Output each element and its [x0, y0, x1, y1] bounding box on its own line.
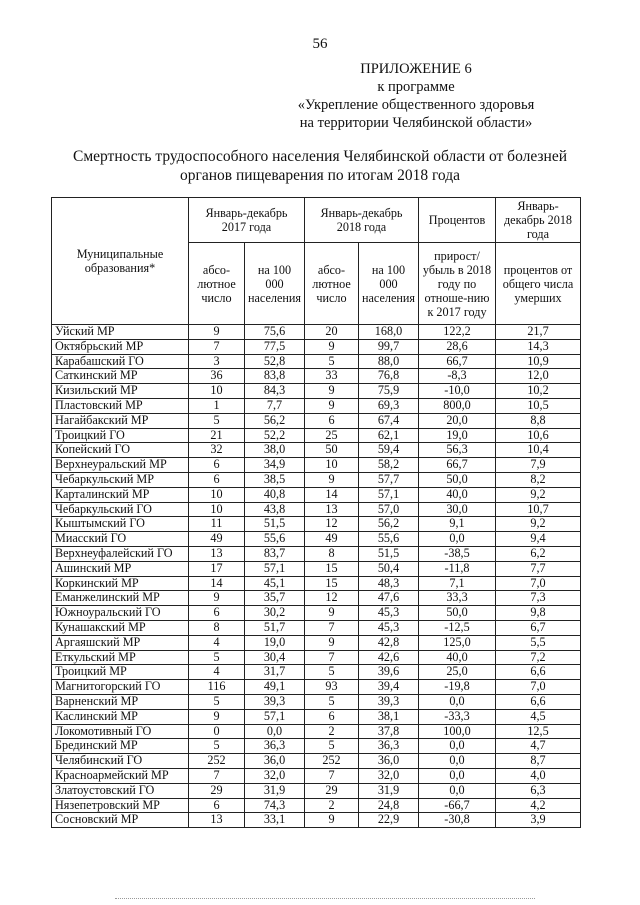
table-row — [52, 783, 581, 798]
cell-abs-2017: 32 — [189, 443, 245, 458]
table-row — [52, 502, 581, 517]
cell-per100k-2017: 74,3 — [245, 798, 305, 813]
cell-per100k-2018: 50,4 — [359, 561, 419, 576]
cell-growth: 0,0 — [419, 754, 496, 769]
cell-municipality: Нагайбакский МР — [52, 413, 189, 428]
cell-per100k-2017: 52,2 — [245, 428, 305, 443]
cell-per100k-2018: 45,3 — [359, 606, 419, 621]
cell-abs-2017: 4 — [189, 665, 245, 680]
cell-abs-2017: 5 — [189, 413, 245, 428]
table-row — [52, 325, 581, 340]
cell-share: 9,4 — [496, 532, 581, 547]
cell-abs-2018: 7 — [305, 768, 359, 783]
cell-municipality: Магнитогорский ГО — [52, 680, 189, 695]
cell-abs-2018: 25 — [305, 428, 359, 443]
cell-abs-2018: 6 — [305, 709, 359, 724]
cell-abs-2018: 49 — [305, 532, 359, 547]
cell-per100k-2017: 84,3 — [245, 384, 305, 399]
cell-share: 4,0 — [496, 768, 581, 783]
cell-share: 10,5 — [496, 398, 581, 413]
header-growth: прирост/ убыль в 2018 году по отноше-нию к 2017 году — [419, 243, 496, 325]
cell-abs-2018: 2 — [305, 724, 359, 739]
cell-abs-2017: 49 — [189, 532, 245, 547]
cell-abs-2017: 13 — [189, 813, 245, 828]
cell-growth: 19,0 — [419, 428, 496, 443]
cell-abs-2018: 9 — [305, 606, 359, 621]
cell-share: 9,8 — [496, 606, 581, 621]
cell-share: 12,5 — [496, 724, 581, 739]
cell-share: 8,8 — [496, 413, 581, 428]
table-body — [52, 325, 581, 828]
table-row — [52, 724, 581, 739]
cell-per100k-2018: 62,1 — [359, 428, 419, 443]
cell-growth: 40,0 — [419, 650, 496, 665]
cell-per100k-2018: 31,9 — [359, 783, 419, 798]
cell-abs-2018: 8 — [305, 546, 359, 561]
table-row — [52, 665, 581, 680]
cell-share: 10,4 — [496, 443, 581, 458]
cell-per100k-2018: 58,2 — [359, 458, 419, 473]
cell-per100k-2017: 0,0 — [245, 724, 305, 739]
cell-abs-2018: 13 — [305, 502, 359, 517]
cell-municipality: Нязепетровский МР — [52, 798, 189, 813]
table-row — [52, 339, 581, 354]
cell-abs-2018: 9 — [305, 339, 359, 354]
cell-share: 5,5 — [496, 635, 581, 650]
cell-per100k-2018: 59,4 — [359, 443, 419, 458]
cell-per100k-2017: 51,7 — [245, 620, 305, 635]
cell-municipality: Кыштымский ГО — [52, 517, 189, 532]
cell-per100k-2018: 42,8 — [359, 635, 419, 650]
cell-share: 7,0 — [496, 680, 581, 695]
cell-abs-2018: 9 — [305, 813, 359, 828]
cell-abs-2018: 7 — [305, 650, 359, 665]
cell-per100k-2017: 75,6 — [245, 325, 305, 340]
cell-per100k-2018: 24,8 — [359, 798, 419, 813]
cell-per100k-2018: 56,2 — [359, 517, 419, 532]
cell-per100k-2018: 45,3 — [359, 620, 419, 635]
table-row — [52, 428, 581, 443]
cell-per100k-2017: 7,7 — [245, 398, 305, 413]
cell-per100k-2017: 57,1 — [245, 561, 305, 576]
cell-abs-2018: 9 — [305, 472, 359, 487]
table-row — [52, 620, 581, 635]
cell-growth: 50,0 — [419, 472, 496, 487]
cell-municipality: Октябрьский МР — [52, 339, 189, 354]
cell-per100k-2018: 57,0 — [359, 502, 419, 517]
cell-abs-2017: 6 — [189, 798, 245, 813]
cell-abs-2018: 12 — [305, 591, 359, 606]
cell-per100k-2017: 34,9 — [245, 458, 305, 473]
cell-per100k-2017: 56,2 — [245, 413, 305, 428]
cell-municipality: Уйский МР — [52, 325, 189, 340]
cell-abs-2017: 6 — [189, 606, 245, 621]
cell-municipality: Пластовский МР — [52, 398, 189, 413]
cell-abs-2017: 5 — [189, 650, 245, 665]
cell-share: 12,0 — [496, 369, 581, 384]
cell-abs-2017: 3 — [189, 354, 245, 369]
cell-growth: 0,0 — [419, 532, 496, 547]
table-row — [52, 709, 581, 724]
table-row — [52, 517, 581, 532]
table-row — [52, 798, 581, 813]
table-row — [52, 561, 581, 576]
cell-municipality: Копейский ГО — [52, 443, 189, 458]
cell-growth: -12,5 — [419, 620, 496, 635]
cell-municipality: Кизильский МР — [52, 384, 189, 399]
cell-share: 9,2 — [496, 517, 581, 532]
cell-abs-2018: 5 — [305, 665, 359, 680]
table-row — [52, 694, 581, 709]
cell-abs-2017: 7 — [189, 768, 245, 783]
cell-growth: 0,0 — [419, 783, 496, 798]
cell-per100k-2017: 30,2 — [245, 606, 305, 621]
cell-per100k-2017: 83,8 — [245, 369, 305, 384]
cell-share: 6,6 — [496, 694, 581, 709]
table-row — [52, 768, 581, 783]
cell-abs-2018: 12 — [305, 517, 359, 532]
cell-abs-2017: 9 — [189, 591, 245, 606]
cell-share: 8,7 — [496, 754, 581, 769]
cell-growth: -11,8 — [419, 561, 496, 576]
cell-abs-2018: 6 — [305, 413, 359, 428]
cell-growth: 0,0 — [419, 694, 496, 709]
cell-growth: 33,3 — [419, 591, 496, 606]
cell-per100k-2017: 45,1 — [245, 576, 305, 591]
cell-per100k-2017: 52,8 — [245, 354, 305, 369]
cell-per100k-2018: 76,8 — [359, 369, 419, 384]
cell-share: 10,9 — [496, 354, 581, 369]
cell-per100k-2018: 57,7 — [359, 472, 419, 487]
cell-municipality: Аргаяшский МР — [52, 635, 189, 650]
cell-share: 10,6 — [496, 428, 581, 443]
cell-share: 7,2 — [496, 650, 581, 665]
cell-per100k-2017: 36,0 — [245, 754, 305, 769]
cell-share: 7,3 — [496, 591, 581, 606]
cell-per100k-2018: 99,7 — [359, 339, 419, 354]
document-title-line-1: Смертность трудоспособного населения Челябинской области от болезней — [72, 148, 568, 165]
cell-growth: 125,0 — [419, 635, 496, 650]
cell-abs-2017: 17 — [189, 561, 245, 576]
cell-growth: -10,0 — [419, 384, 496, 399]
scan-edge-line — [115, 898, 535, 900]
cell-per100k-2018: 55,6 — [359, 532, 419, 547]
cell-municipality: Златоустовский ГО — [52, 783, 189, 798]
table-row — [52, 591, 581, 606]
cell-share: 8,2 — [496, 472, 581, 487]
cell-municipality: Южноуральский ГО — [52, 606, 189, 621]
cell-growth: 9,1 — [419, 517, 496, 532]
appendix-line-4: на территории Челябинской области» — [299, 115, 533, 131]
document-title — [40, 147, 600, 185]
cell-municipality: Сосновский МР — [52, 813, 189, 828]
cell-municipality: Брединский МР — [52, 739, 189, 754]
cell-share: 7,0 — [496, 576, 581, 591]
cell-growth: 30,0 — [419, 502, 496, 517]
cell-abs-2018: 10 — [305, 458, 359, 473]
cell-abs-2018: 93 — [305, 680, 359, 695]
cell-growth: -38,5 — [419, 546, 496, 561]
cell-municipality: Каслинский МР — [52, 709, 189, 724]
cell-municipality: Еткульский МР — [52, 650, 189, 665]
cell-growth: -30,8 — [419, 813, 496, 828]
table-row — [52, 680, 581, 695]
cell-abs-2017: 116 — [189, 680, 245, 695]
cell-per100k-2018: 38,1 — [359, 709, 419, 724]
cell-per100k-2017: 19,0 — [245, 635, 305, 650]
cell-municipality: Красноармейский МР — [52, 768, 189, 783]
cell-abs-2018: 20 — [305, 325, 359, 340]
cell-abs-2018: 9 — [305, 384, 359, 399]
cell-per100k-2018: 51,5 — [359, 546, 419, 561]
cell-municipality: Карабашский ГО — [52, 354, 189, 369]
document-title-line-2: органов пищеварения по итогам 2018 года — [180, 167, 460, 184]
cell-share: 10,2 — [496, 384, 581, 399]
cell-abs-2018: 7 — [305, 620, 359, 635]
cell-abs-2018: 9 — [305, 398, 359, 413]
cell-abs-2017: 21 — [189, 428, 245, 443]
cell-share: 10,7 — [496, 502, 581, 517]
cell-share: 21,7 — [496, 325, 581, 340]
table-row — [52, 739, 581, 754]
table-row — [52, 635, 581, 650]
cell-per100k-2017: 30,4 — [245, 650, 305, 665]
cell-abs-2017: 10 — [189, 502, 245, 517]
cell-growth: 122,2 — [419, 325, 496, 340]
cell-municipality: Кунашакский МР — [52, 620, 189, 635]
cell-municipality: Миасский ГО — [52, 532, 189, 547]
appendix-line-2: к программе — [377, 79, 455, 95]
header-per100k-2018: на 100 000 населения — [359, 243, 419, 325]
table-row — [52, 532, 581, 547]
cell-municipality: Коркинский МР — [52, 576, 189, 591]
cell-abs-2018: 5 — [305, 354, 359, 369]
table-row — [52, 472, 581, 487]
cell-share: 6,3 — [496, 783, 581, 798]
cell-per100k-2018: 39,4 — [359, 680, 419, 695]
cell-share: 6,7 — [496, 620, 581, 635]
mortality-table — [51, 197, 581, 828]
cell-municipality: Карталинский МР — [52, 487, 189, 502]
cell-per100k-2017: 32,0 — [245, 768, 305, 783]
cell-abs-2018: 5 — [305, 739, 359, 754]
cell-growth: 66,7 — [419, 354, 496, 369]
cell-abs-2017: 13 — [189, 546, 245, 561]
header-abs-2017: абсо-лютное число — [189, 243, 245, 325]
cell-abs-2018: 50 — [305, 443, 359, 458]
cell-growth: -19,8 — [419, 680, 496, 695]
cell-share: 3,9 — [496, 813, 581, 828]
cell-abs-2017: 0 — [189, 724, 245, 739]
cell-per100k-2018: 39,3 — [359, 694, 419, 709]
cell-growth: -8,3 — [419, 369, 496, 384]
cell-per100k-2017: 31,7 — [245, 665, 305, 680]
cell-per100k-2017: 49,1 — [245, 680, 305, 695]
cell-abs-2018: 33 — [305, 369, 359, 384]
cell-abs-2018: 15 — [305, 561, 359, 576]
cell-growth: 50,0 — [419, 606, 496, 621]
cell-municipality: Чебаркульский МР — [52, 472, 189, 487]
cell-per100k-2018: 37,8 — [359, 724, 419, 739]
cell-municipality: Ашинский МР — [52, 561, 189, 576]
cell-per100k-2018: 39,6 — [359, 665, 419, 680]
cell-abs-2017: 6 — [189, 472, 245, 487]
table-row — [52, 813, 581, 828]
cell-growth: 800,0 — [419, 398, 496, 413]
cell-growth: 40,0 — [419, 487, 496, 502]
cell-per100k-2017: 36,3 — [245, 739, 305, 754]
cell-per100k-2017: 57,1 — [245, 709, 305, 724]
cell-per100k-2018: 36,0 — [359, 754, 419, 769]
table-row — [52, 413, 581, 428]
cell-per100k-2018: 69,3 — [359, 398, 419, 413]
cell-per100k-2017: 39,3 — [245, 694, 305, 709]
cell-abs-2017: 8 — [189, 620, 245, 635]
cell-per100k-2018: 48,3 — [359, 576, 419, 591]
cell-per100k-2018: 36,3 — [359, 739, 419, 754]
cell-abs-2017: 9 — [189, 709, 245, 724]
cell-abs-2017: 36 — [189, 369, 245, 384]
cell-per100k-2018: 88,0 — [359, 354, 419, 369]
cell-abs-2018: 2 — [305, 798, 359, 813]
table-row — [52, 487, 581, 502]
cell-growth: 20,0 — [419, 413, 496, 428]
header-jan-dec-2018: Январь-декабрь 2018 года — [496, 198, 581, 243]
cell-municipality: Чебаркульский ГО — [52, 502, 189, 517]
cell-growth: 25,0 — [419, 665, 496, 680]
cell-per100k-2018: 22,9 — [359, 813, 419, 828]
header-share: процентов от общего числа умерших — [496, 243, 581, 325]
cell-growth: 0,0 — [419, 739, 496, 754]
header-period-2017: Январь-декабрь 2017 года — [189, 198, 305, 243]
table-row — [52, 384, 581, 399]
cell-municipality: Верхнеуфалейский ГО — [52, 546, 189, 561]
cell-growth: 56,3 — [419, 443, 496, 458]
cell-municipality: Варненский МР — [52, 694, 189, 709]
table-row — [52, 398, 581, 413]
appendix-line-3: «Укрепление общественного здоровья — [297, 97, 535, 113]
cell-abs-2017: 252 — [189, 754, 245, 769]
cell-abs-2018: 14 — [305, 487, 359, 502]
cell-share: 7,7 — [496, 561, 581, 576]
table-row — [52, 606, 581, 621]
page-number: 56 — [312, 36, 328, 52]
cell-abs-2017: 14 — [189, 576, 245, 591]
table-row — [52, 650, 581, 665]
cell-per100k-2017: 51,5 — [245, 517, 305, 532]
header-per100k-2017: на 100 000 населения — [245, 243, 305, 325]
cell-municipality: Троицкий МР — [52, 665, 189, 680]
cell-share: 6,2 — [496, 546, 581, 561]
cell-abs-2018: 5 — [305, 694, 359, 709]
cell-share: 4,5 — [496, 709, 581, 724]
cell-abs-2018: 29 — [305, 783, 359, 798]
appendix-header — [266, 60, 566, 132]
cell-per100k-2017: 38,5 — [245, 472, 305, 487]
cell-per100k-2017: 77,5 — [245, 339, 305, 354]
header-period-2018: Январь-декабрь 2018 года — [305, 198, 419, 243]
cell-share: 9,2 — [496, 487, 581, 502]
table-row — [52, 369, 581, 384]
cell-growth: 7,1 — [419, 576, 496, 591]
cell-per100k-2018: 75,9 — [359, 384, 419, 399]
table-row — [52, 576, 581, 591]
cell-growth: -66,7 — [419, 798, 496, 813]
cell-per100k-2017: 38,0 — [245, 443, 305, 458]
cell-abs-2017: 9 — [189, 325, 245, 340]
cell-abs-2017: 1 — [189, 398, 245, 413]
cell-municipality: Челябинский ГО — [52, 754, 189, 769]
cell-growth: -33,3 — [419, 709, 496, 724]
cell-share: 7,9 — [496, 458, 581, 473]
cell-per100k-2017: 33,1 — [245, 813, 305, 828]
cell-municipality: Троицкий ГО — [52, 428, 189, 443]
cell-abs-2017: 4 — [189, 635, 245, 650]
appendix-title: ПРИЛОЖЕНИЕ 6 — [360, 61, 472, 77]
cell-per100k-2017: 31,9 — [245, 783, 305, 798]
cell-per100k-2018: 47,6 — [359, 591, 419, 606]
header-percent: Процентов — [419, 198, 496, 243]
table-row — [52, 546, 581, 561]
cell-per100k-2017: 83,7 — [245, 546, 305, 561]
cell-growth: 0,0 — [419, 768, 496, 783]
cell-share: 6,6 — [496, 665, 581, 680]
cell-abs-2018: 15 — [305, 576, 359, 591]
table-row — [52, 458, 581, 473]
cell-per100k-2017: 40,8 — [245, 487, 305, 502]
cell-abs-2017: 5 — [189, 739, 245, 754]
cell-municipality: Еманжелинский МР — [52, 591, 189, 606]
cell-abs-2017: 11 — [189, 517, 245, 532]
cell-per100k-2018: 168,0 — [359, 325, 419, 340]
cell-per100k-2018: 57,1 — [359, 487, 419, 502]
cell-growth: 66,7 — [419, 458, 496, 473]
table-row — [52, 754, 581, 769]
cell-abs-2017: 29 — [189, 783, 245, 798]
cell-per100k-2018: 32,0 — [359, 768, 419, 783]
cell-growth: 28,6 — [419, 339, 496, 354]
cell-per100k-2017: 43,8 — [245, 502, 305, 517]
cell-share: 4,2 — [496, 798, 581, 813]
cell-abs-2017: 10 — [189, 384, 245, 399]
cell-abs-2017: 5 — [189, 694, 245, 709]
cell-abs-2018: 9 — [305, 635, 359, 650]
cell-growth: 100,0 — [419, 724, 496, 739]
cell-per100k-2017: 55,6 — [245, 532, 305, 547]
cell-per100k-2018: 42,6 — [359, 650, 419, 665]
cell-abs-2018: 252 — [305, 754, 359, 769]
cell-share: 4,7 — [496, 739, 581, 754]
header-abs-2018: абсо-лютное число — [305, 243, 359, 325]
cell-per100k-2017: 35,7 — [245, 591, 305, 606]
cell-municipality: Локомотивный ГО — [52, 724, 189, 739]
cell-abs-2017: 10 — [189, 487, 245, 502]
cell-abs-2017: 7 — [189, 339, 245, 354]
cell-per100k-2018: 67,4 — [359, 413, 419, 428]
cell-abs-2017: 6 — [189, 458, 245, 473]
table-row — [52, 443, 581, 458]
cell-municipality: Верхнеуральский МР — [52, 458, 189, 473]
header-municipal: Муниципальные образования* — [52, 198, 189, 325]
cell-share: 14,3 — [496, 339, 581, 354]
cell-municipality: Саткинский МР — [52, 369, 189, 384]
table-row — [52, 354, 581, 369]
